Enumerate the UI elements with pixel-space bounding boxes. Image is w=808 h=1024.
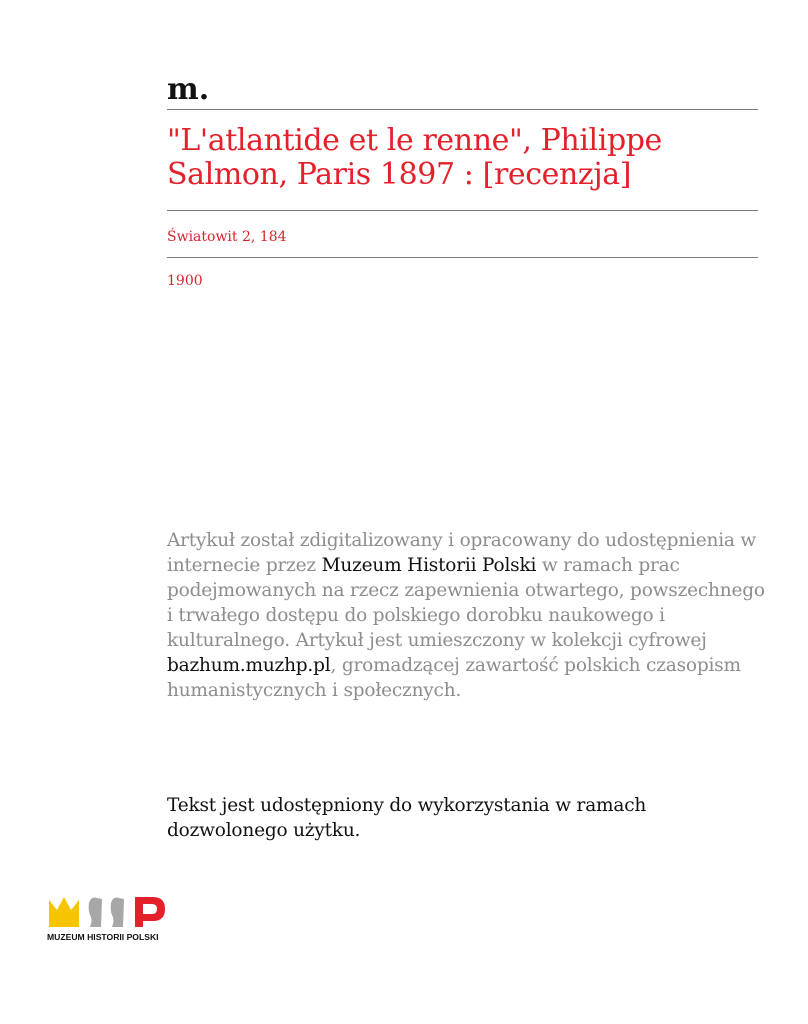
divider: [167, 257, 758, 258]
note-text: w ramach prac podejmowanych na rzecz zapewnienia otwartego, powszechnego i trwałego dostępu do polskiego dorobku naukowego i kulturalnego. Artykuł jest umieszczony w kolekcji cyfrowej: [167, 555, 765, 651]
note-text: , gromadzącej zawartość polskich czasopism humanistycznych i społecznych.: [167, 655, 741, 701]
source-citation: Światowit 2, 184: [167, 229, 287, 245]
author: m.: [167, 72, 210, 107]
license-note: Tekst jest udostępniony do wykorzystania w ramach dozwolonego użytku.: [167, 795, 647, 841]
museum-name: Muzeum Historii Polski: [321, 555, 537, 576]
document-title: "L'atlantide et le renne", Philippe Salmon, Paris 1897 : [recenzja]: [167, 123, 662, 192]
divider: [167, 210, 758, 211]
note-text: Artykuł został zdigitalizowany i opracowany do udostępnienia w internecie przez: [167, 530, 757, 576]
collection-site: bazhum.muzhp.pl: [167, 655, 331, 676]
publication-year: 1900: [167, 273, 203, 289]
logo-text: MUZEUM HISTORII POLSKI: [47, 932, 159, 942]
digitization-note: [167, 528, 767, 703]
divider: [167, 109, 758, 110]
